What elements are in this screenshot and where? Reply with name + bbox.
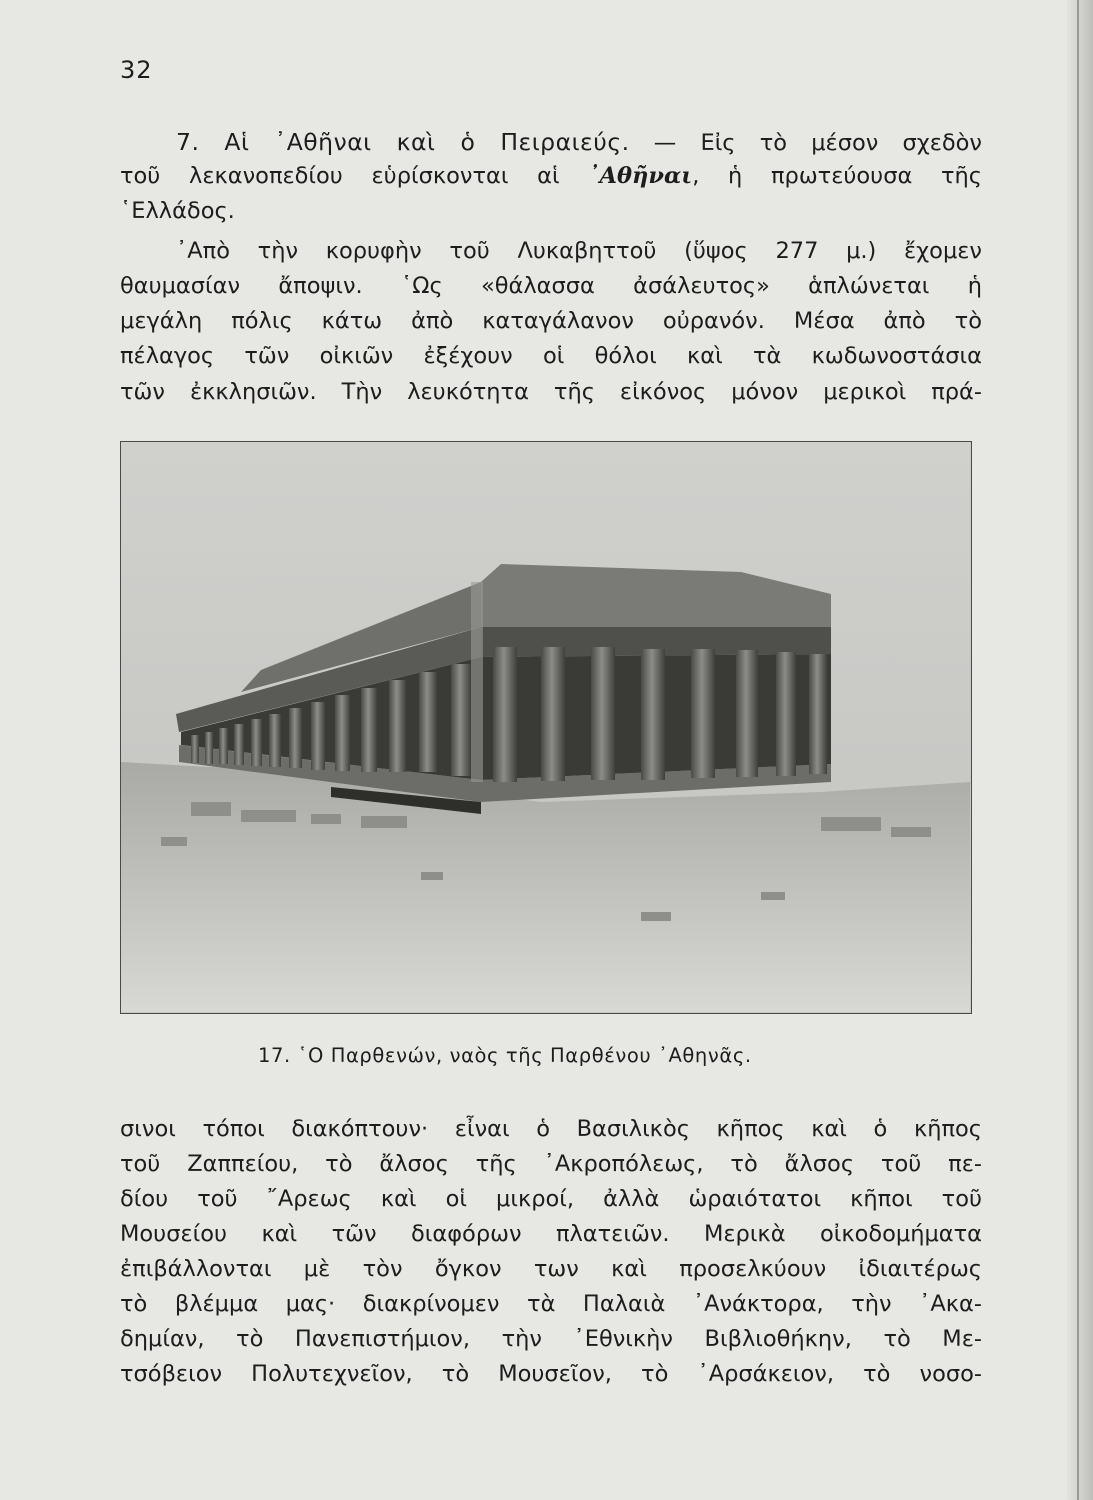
text-line-2-start: τοῦ λεκανοπεδίου εὑρίσκονται αἱ	[120, 163, 589, 189]
corner-highlight	[471, 582, 483, 782]
text-line-8: τῶν ἐκκλησιῶν. Τὴν λευκότητα τῆς εἰκόνος μόνον μερικοὶ πρά-	[120, 379, 982, 405]
text-line-1-rest: — Εἰς τὸ μέσον σχεδὸν	[629, 130, 982, 156]
figure-caption: 17. ῾Ο Παρθενών, ναὸς τῆς Παρθένου ᾿Αθηνᾶς.	[258, 1044, 752, 1067]
text-line-4: ᾿Απὸ τὴν κορυφὴν τοῦ Λυκαβηττοῦ (ὕψος 277 μ.) ἔχομεν	[176, 238, 982, 264]
bottom-text-line-5: ἐπιβάλλονται μὲ τὸν ὄγκον των καὶ προσελκύουν ἰδιαιτέρως	[120, 1256, 982, 1282]
parthenon-photo	[120, 441, 972, 1014]
text-line-2	[120, 160, 982, 192]
bottom-text-line-7: δημίαν, τὸ Πανεπιστήμιον, τὴν ᾿Εθνικὴν Βιβλιοθήκην, τὸ Με-	[120, 1326, 982, 1352]
page-binding-edge	[1077, 0, 1079, 1500]
bottom-text-line-8: τσόβειον Πολυτεχνεῖον, τὸ Μουσεῖον, τὸ ᾿Αρσάκειον, τὸ νοσο-	[120, 1361, 982, 1387]
section-heading: 7. Αἱ ᾿Αθῆναι καὶ ὁ Πειραιεύς.	[176, 128, 630, 156]
bottom-text-line-1: σινοι τόποι διακόπτουν· εἶναι ὁ Βασιλικὸς κῆπος καὶ ὁ κῆπος	[120, 1116, 982, 1142]
text-line-7: πέλαγος τῶν οἰκιῶν ἐξέχουν οἱ θόλοι καὶ τὰ κωδωνοστάσια	[120, 343, 982, 369]
parthenon-illustration	[121, 442, 970, 1012]
bottom-text-line-4: Μουσείου καὶ τῶν διαφόρων πλατειῶν. Μερικὰ οἰκοδομήματα	[120, 1221, 982, 1247]
text-line-2-end: , ἡ πρωτεύουσα τῆς	[692, 163, 982, 189]
city-name-emphasis: ᾿Αθῆναι	[588, 163, 693, 189]
bottom-text-line-6: τὸ βλέμμα μας· διακρίνομεν τὰ Παλαιὰ ᾿Ανάκτορα, τὴν ᾿Ακα-	[120, 1291, 982, 1317]
bottom-text-line-3: δίου τοῦ ῎Αρεως καὶ οἱ μικροί, ἀλλὰ ὡραιότατοι κῆποι τοῦ	[120, 1186, 982, 1212]
text-line-5: θαυμασίαν ἄποψιν. ῾Ως «θάλασσα ἀσάλευτος» ἁπλώνεται ἡ	[120, 273, 982, 299]
text-line-3: ῾Ελλάδος.	[120, 198, 235, 224]
text-line-6: μεγάλη πόλις κάτω ἀπὸ καταγάλανον οὐρανόν. Μέσα ἀπὸ τὸ	[120, 308, 982, 334]
page-number: 32	[120, 56, 153, 84]
bottom-text-line-2: τοῦ Ζαππείου, τὸ ἄλσος τῆς ᾿Ακροπόλεως, τὸ ἄλσος τοῦ πε-	[120, 1151, 982, 1177]
text-line-1	[176, 126, 982, 159]
front-columns	[493, 647, 827, 782]
page-binding-shadow	[1067, 0, 1093, 1500]
